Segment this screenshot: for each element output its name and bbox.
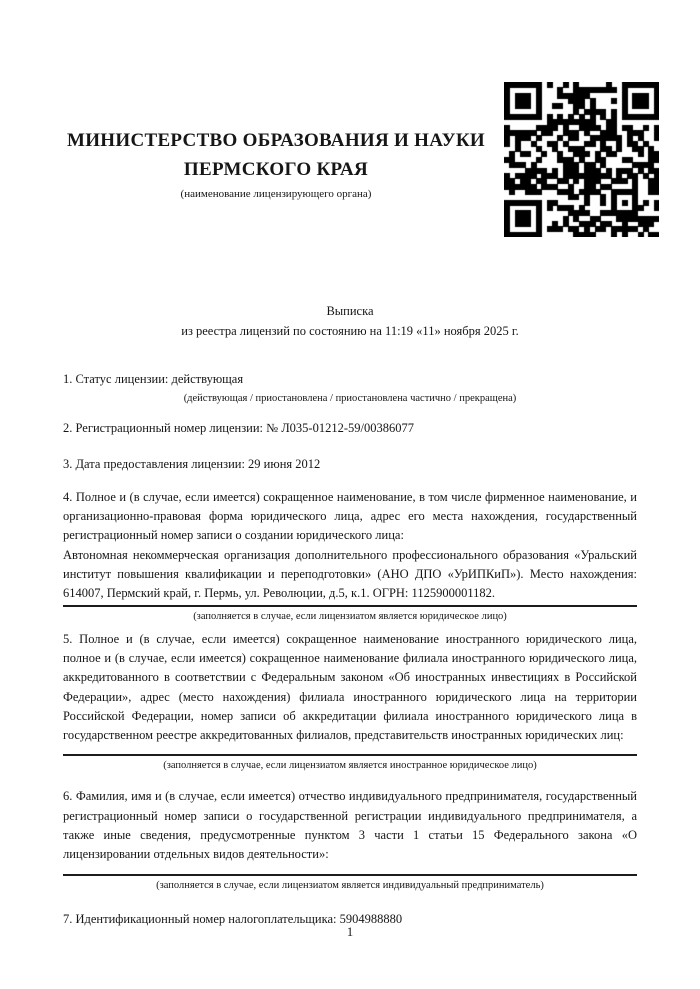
empty-field-line [63, 745, 637, 756]
page-number: 1 [346, 925, 354, 939]
legal-entity-caption: (заполняется в случае, если лицензиатом является юридическое лицо) [193, 610, 507, 622]
legal-entity-label: 4. Полное и (в случае, если имеется) сокращенное наименование, в том числе фирменное наименование, и организационно-правовая форма юридического лица, адрес его места нахождения, государственный регистрационный номер записи о создании юридического лица: [63, 489, 637, 543]
taxpayer-number-line: 7. Идентификационный номер налогоплательщика: 5904988880 [63, 911, 403, 926]
item-legal-entity [63, 488, 637, 624]
foreign-entity-caption: (заполняется в случае, если лицензиатом является иностранное юридическое лицо) [163, 760, 537, 772]
document-title-line1: Выписка [326, 304, 374, 318]
license-status-caption: (действующая / приостановлена / приостановлена частично / прекращена) [183, 393, 517, 405]
grant-date-line: 3. Дата предоставления лицензии: 29 июня 2012 [63, 456, 321, 471]
registration-number-line: 2. Регистрационный номер лицензии: № Л035-01212-59/00386077 [63, 421, 414, 436]
item-registration-number [63, 419, 637, 438]
individual-entrepreneur-caption: (заполняется в случае, если лицензиатом является индивидуальный предприниматель) [156, 879, 544, 891]
foreign-entity-label: 5. Полное и (в случае, если имеется) сокращенное наименование иностранного юридического лица, полное и (в случае, если имеется) сокращенное наименование филиала иностранного юридического лица, аккредитованного в соответствии с Федеральным законом «Об иностранных инвестициях в Российской Федерации», адрес (место нахождения) филиала иностранного юридического лица на территории Российской Федерации, номер записи об аккредитации филиала иностранного юридического лица в государственном реестре аккредитованных филиалов, представительств иностранных юридических лиц: [63, 631, 637, 743]
legal-entity-value: Автономная некоммерческая организация дополнительного профессионального образования «Уральский институт повышения квалификации и переподготовки» (АНО ДПО «УрИПКиП»). Место нахождения: 614007, Пермский край, г. Пермь, ул. Революции, д.5, к.1. ОГРН: 1125900001182. [63, 547, 637, 601]
document-title-line2: из реестра лицензий по состоянию на 11:19 «11» ноября 2025 г. [181, 323, 519, 338]
item-individual-entrepreneur [63, 787, 637, 892]
item-grant-date [63, 455, 637, 474]
document-title [63, 302, 637, 341]
ministry-caption: (наименование лицензирующего органа) [180, 188, 372, 200]
items-list [63, 370, 637, 929]
empty-field-line [63, 865, 637, 876]
item-license-status [63, 370, 637, 406]
individual-entrepreneur-label: 6. Фамилия, имя и (в случае, если имеется) отчество индивидуального предпринимателя, государственный регистрационный номер записи о государственной регистрации индивидуального предпринимателя, а также иные сведения, предусмотренные пунктом 3 части 1 статьи 15 Федерального закона «О лицензировании отдельных видов деятельности»: [63, 789, 637, 862]
ministry-name-line2: ПЕРМСКОГО КРАЯ [183, 159, 369, 180]
license-status-line: 1. Статус лицензии: действующая [63, 372, 244, 386]
licensing-authority-header [56, 126, 496, 201]
item-foreign-entity [63, 630, 637, 774]
ministry-name-line1: МИНИСТЕРСТВО ОБРАЗОВАНИЯ И НАУКИ [66, 130, 486, 151]
qr-code-icon [504, 82, 659, 237]
